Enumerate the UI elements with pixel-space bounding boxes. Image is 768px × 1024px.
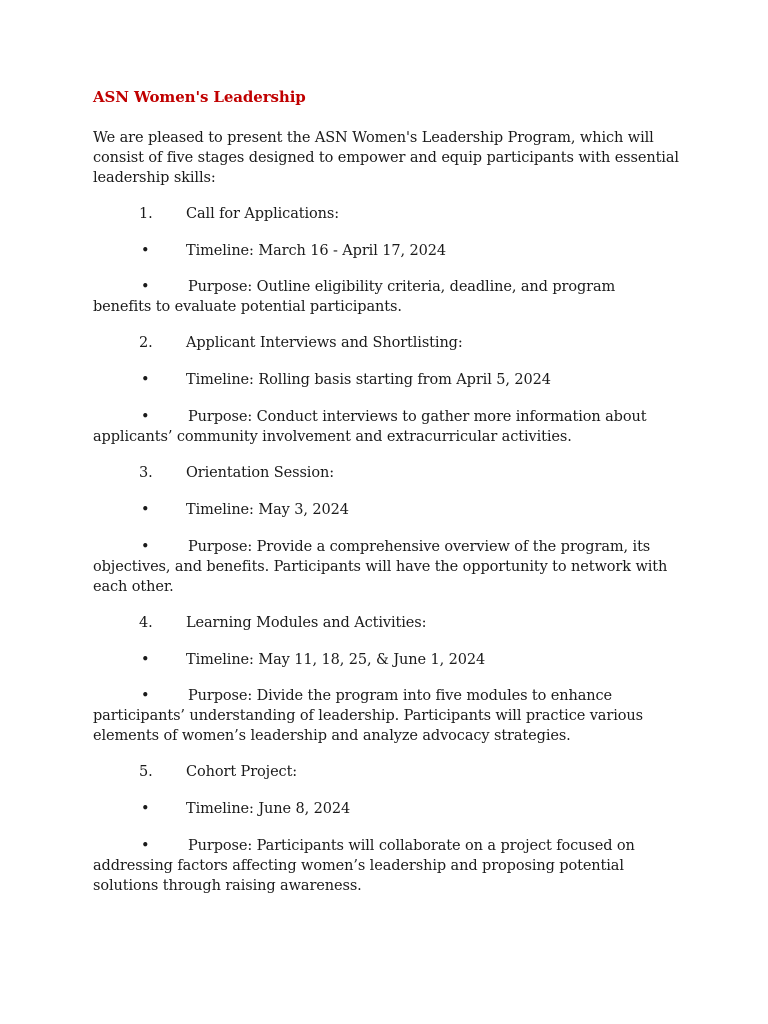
purpose-text: Purpose: Outline eligibility criteria, deadline, and program benefits to evaluate potential participants.	[93, 279, 616, 315]
stage-heading	[139, 762, 539, 782]
bullet-icon: •	[141, 539, 150, 555]
bullet-icon: •	[141, 801, 150, 817]
bullet-icon: •	[141, 688, 150, 704]
purpose-item	[93, 277, 673, 317]
purpose-text: Purpose: Participants will collaborate on a project focused on addressing factors affecting women’s leadership and proposing potential solutions through raising awareness.	[93, 838, 635, 894]
bullet-icon: •	[141, 502, 150, 518]
intro-paragraph: We are pleased to present the ASN Women's Leadership Program, which will consist of five stages designed to empower and equip participants with essential leadership skills:	[93, 130, 679, 186]
stage-name: Applicant Interviews and Shortlisting:	[186, 335, 463, 351]
bullet-icon: •	[141, 652, 150, 668]
stage-name: Learning Modules and Activities:	[186, 615, 427, 631]
stage-number: 2.	[139, 335, 153, 351]
purpose-text: Purpose: Conduct interviews to gather more information about applicants’ community involvement and extracurricular activities.	[93, 409, 647, 445]
timeline-text: Timeline: March 16 - April 17, 2024	[186, 243, 447, 259]
stage-name: Cohort Project:	[186, 764, 298, 780]
stage-heading	[139, 463, 539, 483]
stage-name: Call for Applications:	[186, 206, 339, 222]
bullet-icon: •	[141, 279, 150, 295]
purpose-item	[93, 686, 673, 746]
timeline-text: Timeline: June 8, 2024	[186, 801, 351, 817]
bullet-icon: •	[141, 409, 150, 425]
stage-heading	[139, 613, 539, 633]
timeline-item	[139, 241, 589, 261]
timeline-text: Timeline: Rolling basis starting from April 5, 2024	[186, 372, 551, 388]
purpose-item	[93, 836, 673, 896]
bullet-icon: •	[141, 838, 150, 854]
stage-number: 1.	[139, 206, 153, 222]
purpose-text: Purpose: Provide a comprehensive overview of the program, its objectives, and benefits. Participants will have the opportunity to network with each other.	[93, 539, 668, 595]
timeline-text: Timeline: May 11, 18, 25, & June 1, 2024	[186, 652, 486, 668]
bullet-icon: •	[141, 243, 150, 259]
stage-heading	[139, 204, 539, 224]
stage-heading	[139, 333, 539, 353]
stage-name: Orientation Session:	[186, 465, 334, 481]
stage-number: 5.	[139, 764, 153, 780]
timeline-item	[139, 500, 589, 520]
purpose-item	[93, 407, 673, 447]
timeline-item	[139, 799, 589, 819]
timeline-item	[139, 370, 589, 390]
purpose-item	[93, 537, 673, 597]
bullet-icon: •	[141, 372, 150, 388]
timeline-text: Timeline: May 3, 2024	[186, 502, 349, 518]
stage-number: 3.	[139, 465, 153, 481]
document-title: ASN Women's Leadership	[93, 88, 306, 106]
stage-number: 4.	[139, 615, 153, 631]
purpose-text: Purpose: Divide the program into five modules to enhance participants’ understanding of leadership. Participants will practice various elements of women’s leadership and analyze advocacy strategies.	[93, 688, 643, 744]
timeline-item	[139, 650, 589, 670]
